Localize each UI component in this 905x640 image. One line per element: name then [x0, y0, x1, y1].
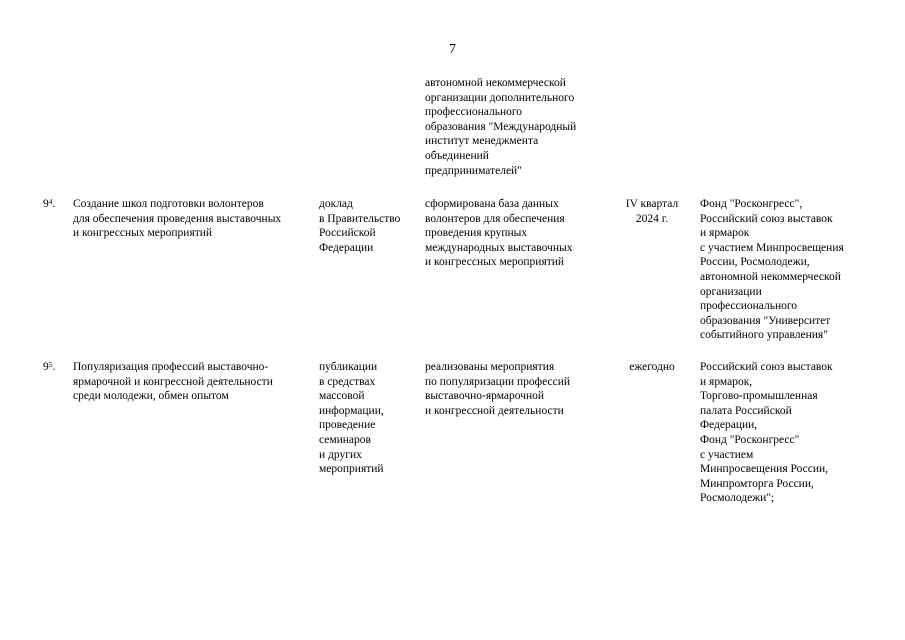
row-output: публикации в средствах массовой информации, проведение семинаров и других мероприятий: [319, 361, 384, 476]
row-deadline: ежегодно: [629, 361, 675, 373]
row-result: сформирована база данных волонтеров для обеспечения проведения крупных международных выставочных и конгрессных мероприятий: [425, 198, 573, 269]
row-responsible: Фонд "Росконгресс", Российский союз выставок и ярмарок с участием Минпросвещения России, Росмолодежи, автономной некоммерческой организации профессионального образования "Университет событийного управления": [700, 198, 844, 342]
row-result: реализованы мероприятия по популяризации профессий выставочно-ярмарочной и конгрессной деятельности: [425, 361, 571, 417]
page-number: 7: [449, 42, 456, 57]
row-output: доклад в Правительство Российской Федерации: [319, 198, 401, 254]
row-activity: Популяризация профессий выставочно- ярмарочной и конгрессной деятельности среди молодежи, обмен опытом: [73, 361, 273, 403]
row-activity: Создание школ подготовки волонтеров для обеспечения проведения выставочных и конгрессных мероприятий: [73, 198, 282, 240]
row-responsible: Российский союз выставок и ярмарок, Торгово-промышленная палата Российской Федерации, Фонд "Росконгресс" с участием Минпросвещения России, Минпромторга России, Росмолодежи";: [700, 361, 833, 505]
continuation-result: автономной некоммерческой организации дополнительного профессионального образования "Международный институт менеджмента объединений предпринимателей": [425, 77, 577, 177]
row-number: $9^5$.: [43, 360, 56, 373]
row-number: $9^4$.: [43, 197, 56, 210]
row-deadline: IV квартал 2024 г.: [625, 198, 679, 225]
